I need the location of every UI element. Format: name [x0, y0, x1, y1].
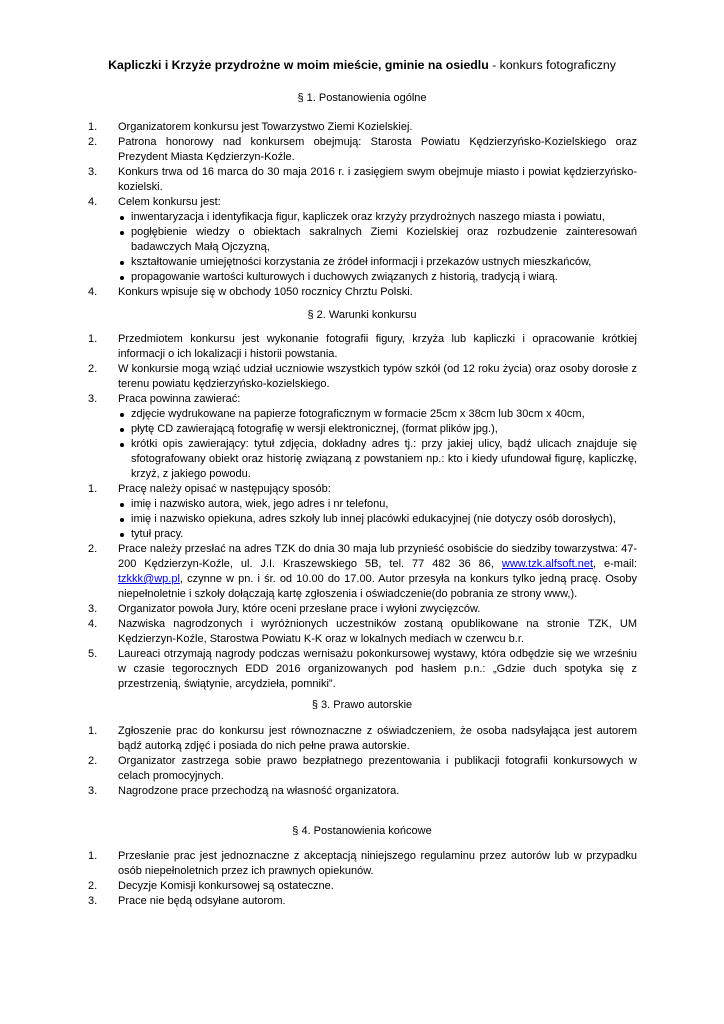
section-4-list [0, 849, 637, 909]
bullet-item: tytuł pracy. [118, 527, 637, 542]
item-number: 5. [88, 648, 98, 660]
item-number: 2. [88, 363, 98, 375]
bullet-item: propagowanie wartości kulturowych i duchowych związanych z historią, tradycją i wiarą. [118, 270, 637, 285]
item-text: Nazwiska nagrodzonych i wyróżnionych uczestników zostaną opublikowane na stronie TZK, UM Kędzierzyn-Koźle, Starostwa Powiatu K-K oraz w lokalnych mediach w czerwcu b.r. [118, 618, 637, 645]
item-text: Patrona honorowy nad konkursem obejmują: Starosta Powiatu Kędzierzyńsko-Kozielskiego oraz Prezydent Miasta Kędzierzyn-Koźle. [118, 136, 637, 163]
bullet-list [118, 210, 637, 285]
list-item [0, 165, 637, 195]
item-number: 4. [88, 286, 98, 298]
item-text: Organizator zastrzega sobie prawo bezpłatnego prezentowania i publikacji fotografii konkursowych w celach promocyjnych. [118, 755, 637, 782]
item-number: 3. [88, 393, 98, 405]
item-number: 3. [88, 603, 98, 615]
list-item [0, 195, 637, 285]
send-text-mid: , e-mail: [593, 558, 638, 570]
list-item [0, 362, 637, 392]
list-item [0, 784, 637, 799]
item-number: 4. [88, 618, 98, 630]
item-text: Przedmiotem konkursu jest wykonanie fotografii figury, krzyża lub kapliczki i opracowanie krótkiej informacji o ich lokalizacji i historii powstania. [118, 333, 637, 360]
item-number: 1. [88, 725, 98, 737]
section-1-heading: § 1. Postanowienia ogólne [297, 92, 427, 104]
item-text: Przesłanie prac jest jednoznaczne z akceptacją niniejszego regulaminu przez autorów lub w przypadku osób niepełnoletnich przez ich prawnych opiekunów. [118, 850, 637, 877]
list-item [0, 120, 637, 135]
item-text: Nagrodzone prace przechodzą na własność organizatora. [118, 785, 400, 797]
list-item [0, 617, 637, 647]
send-text-pre: Prace należy przesłać na adres TZK do dnia 30 maja lub przynieść osobiście do siedziby towarzystwa: 47-200 Kędzierzyn-Koźle, ul. J.I. Kraszewskiego 5B, tel. 77 482 36 86, [118, 543, 637, 570]
item-number: 1. [88, 121, 98, 133]
bullet-item: kształtowanie umiejętności korzystania ze źródeł informacji i przekazów ustnych mieszkańców, [118, 255, 637, 270]
item-text: Pracę należy opisać w następujący sposób: [118, 483, 331, 495]
item-text: Zgłoszenie prac do konkursu jest równoznaczne z oświadczeniem, że osoba nadsyłająca jest autorem bądź autorką zdjęć i posiada do nich pełne prawa autorskie. [118, 725, 637, 752]
section-3-heading: § 3. Prawo autorskie [311, 699, 413, 711]
list-item [0, 482, 637, 542]
item-number: 2. [88, 880, 98, 892]
item-number: 4. [88, 196, 98, 208]
list-item [0, 647, 637, 692]
bullet-list [118, 407, 637, 482]
document-title [0, 58, 724, 73]
item-number: 3. [88, 895, 98, 907]
item-number: 3. [88, 785, 98, 797]
section-1-list [0, 120, 637, 300]
section-4-heading: § 4. Postanowienia końcowe [292, 825, 432, 837]
bullet-item: krótki opis zawierający: tytuł zdjęcia, dokładny adres tj.: przy jakiej ulicy, bądź ulicach znajduje się sfotografowany obiekt oraz historię związaną z powstaniem np.: kto i kiedy ufundował figurę, kapliczkę, krzyż, z jakiego powodu. [118, 437, 637, 482]
item-text: Organizatorem konkursu jest Towarzystwo Ziemi Kozielskiej. [118, 121, 413, 133]
send-text-post: , czynne w pn. i śr. od 10.00 do 17.00. Autor przesyła na konkurs tylko jedną pracę. Osoby niepełnoletnie i szkoły dołączają kartę zgłoszenia i oświadczenie(do pobrania ze strony www,). [118, 573, 637, 600]
bullet-item: imię i nazwisko opiekuna, adres szkoły lub innej placówki edukacyjnej (nie dotyczy osób dorosłych), [118, 512, 637, 527]
email-link[interactable]: tzkkk@wp.pl [118, 573, 180, 585]
item-number: 2. [88, 543, 98, 555]
list-item [0, 602, 637, 617]
title-bold: Kapliczki i Krzyże przydrożne w moim mieście, gminie na osiedlu [108, 58, 489, 72]
website-link[interactable]: www.tzk.alfsoft.net [501, 558, 593, 570]
list-item [0, 879, 637, 894]
item-text: Decyzje Komisji konkursowej są ostateczne. [118, 880, 334, 892]
list-item [0, 849, 637, 879]
bullet-item: imię i nazwisko autora, wiek, jego adres i nr telefonu, [118, 497, 637, 512]
item-number: 3. [88, 166, 98, 178]
bullet-item: płytę CD zawierającą fotografię w wersji elektronicznej, (format plików jpg.), [118, 422, 637, 437]
item-number: 1. [88, 850, 98, 862]
item-text: Konkurs trwa od 16 marca do 30 maja 2016 r. i zasięgiem swym obejmuje miasto i powiat kędzierzyńsko-kozielski. [118, 166, 637, 193]
list-item [0, 724, 637, 754]
item-text: W konkursie mogą wziąć udział uczniowie wszystkich typów szkół (od 12 roku życia) oraz osoby dorosłe z terenu powiatu kędzierzyńsko-kozielskiego. [118, 363, 637, 390]
bullet-item: pogłębienie wiedzy o obiektach sakralnych Ziemi Kozielskiej oraz rozbudzenie zainteresowań badawczych Małą Ojczyzną, [118, 225, 637, 255]
list-item [0, 332, 637, 362]
list-item [0, 754, 637, 784]
list-item [0, 392, 637, 482]
item-number: 2. [88, 755, 98, 767]
bullet-item: zdjęcie wydrukowane na papierze fotograficznym w formacie 25cm x 38cm lub 30cm x 40cm, [118, 407, 637, 422]
item-text: Celem konkursu jest: [118, 196, 221, 208]
section-3-list [0, 724, 637, 799]
list-item [0, 135, 637, 165]
item-text: Praca powinna zawierać: [118, 393, 241, 405]
item-number: 2. [88, 136, 98, 148]
item-text: Laureaci otrzymają nagrody podczas wernisażu pokonkursowej wystawy, która odbędzie się we wrześniu w czasie tegorocznych EDD 2016 organizowanych pod hasłem p.n.: „Gdzie duch spotyka się z przestrzenią, świątynie, arcydzieła, pomniki”. [118, 648, 637, 690]
list-item [0, 542, 637, 602]
title-rest: - konkurs fotograficzny [488, 58, 616, 72]
list-item [0, 894, 637, 909]
section-2-heading: § 2. Warunki konkursu [307, 309, 417, 321]
item-text: Prace nie będą odsyłane autorom. [118, 895, 286, 907]
bullet-item: inwentaryzacja i identyfikacja figur, kapliczek oraz krzyży przydrożnych naszego miasta i powiatu, [118, 210, 637, 225]
item-number: 1. [88, 333, 98, 345]
item-text [118, 542, 637, 602]
list-item [0, 285, 637, 300]
bullet-list [118, 497, 637, 542]
item-number: 1. [88, 483, 98, 495]
item-text: Konkurs wpisuje się w obchody 1050 rocznicy Chrztu Polski. [118, 286, 413, 298]
section-2-list [0, 332, 637, 692]
item-text: Organizator powoła Jury, które oceni przesłane prace i wyłoni zwycięzców. [118, 603, 481, 615]
